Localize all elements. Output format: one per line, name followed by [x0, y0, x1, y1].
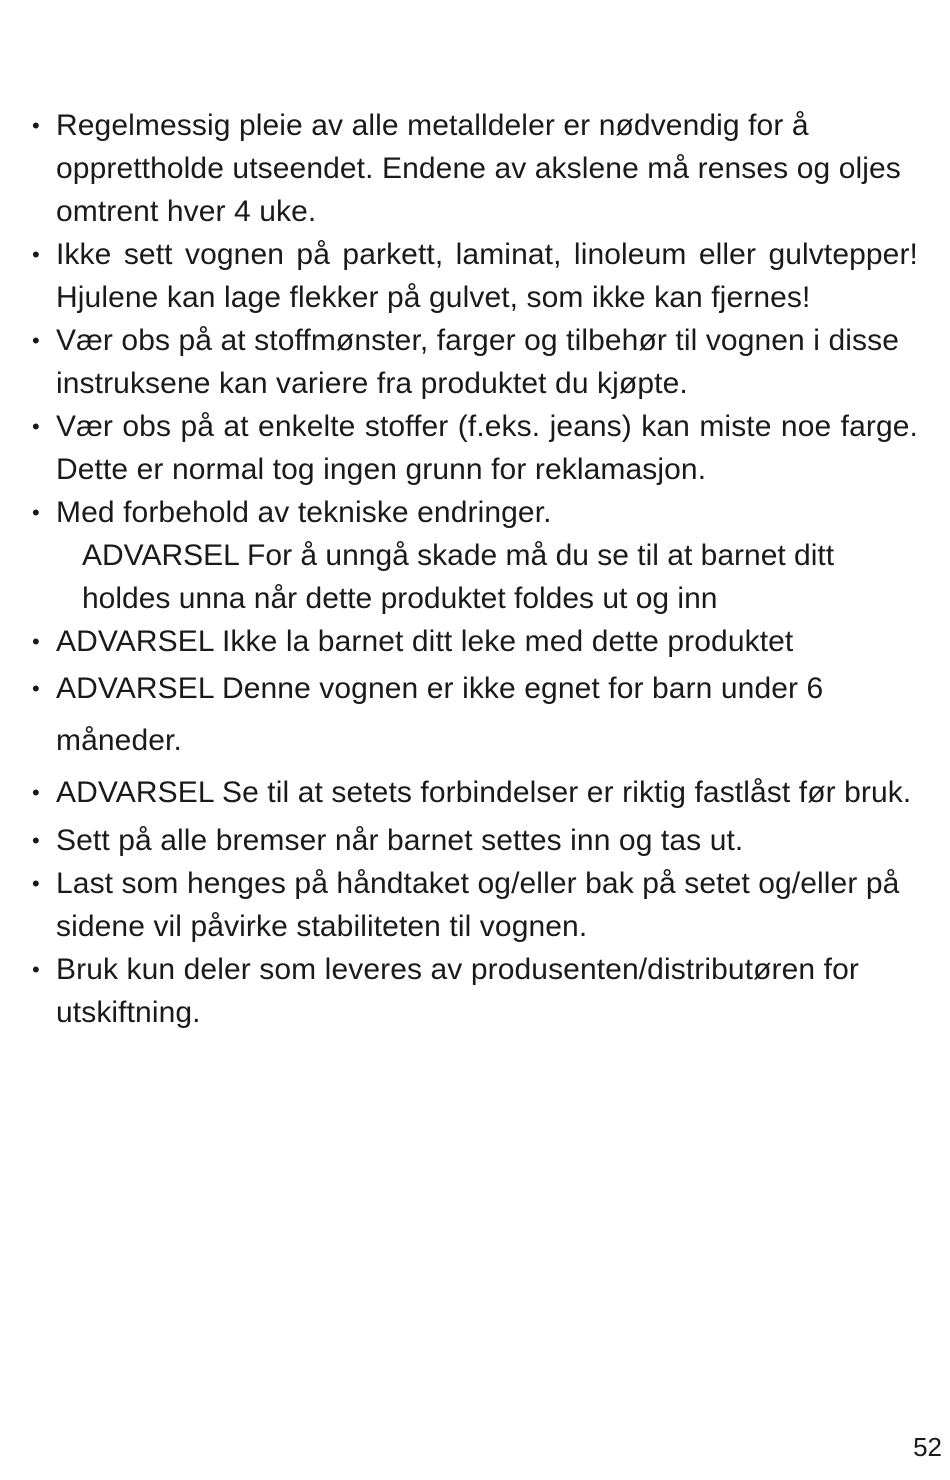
bullet-icon: • — [32, 871, 40, 896]
bullet-icon: • — [32, 113, 40, 138]
list-item — [32, 104, 918, 233]
warning-item — [32, 663, 918, 767]
list-item-text: Vær obs på at stoffmønster, farger og tilbehør til vognen i disse instruksene kan variere fra produktet du kjøpte. — [56, 324, 900, 400]
list-item — [32, 948, 918, 1034]
list-item-text: Last som henges på håndtaket og/eller bak på setet og/eller på sidene vil påvirke stabiliteten til vognen. — [56, 867, 900, 943]
list-item — [32, 491, 918, 534]
warning-note: ADVARSEL For å unngå skade må du se til at barnet ditt holdes unna når dette produktet foldes ut og inn — [82, 539, 835, 615]
list-item — [32, 862, 918, 948]
list-item-text: Sett på alle bremser når barnet settes inn og tas ut. — [56, 824, 744, 857]
list-item-text: Med forbehold av tekniske endringer. — [56, 496, 552, 529]
bullet-icon: • — [32, 328, 40, 353]
bullet-icon: • — [32, 676, 40, 701]
list-item — [32, 819, 918, 862]
list-item — [32, 405, 918, 491]
bullet-icon: • — [32, 828, 40, 853]
list-item-text: Regelmessig pleie av alle metalldeler er nødvendig for å opprettholde utseendet. Endene av akslene må renses og oljes omtrent hver 4 uke. — [56, 109, 901, 228]
warning-item — [32, 767, 918, 819]
warning-item — [32, 620, 918, 663]
bullet-icon: • — [32, 500, 40, 525]
list-item — [32, 319, 918, 405]
warning-item-text: ADVARSEL Denne vognen er ikke egnet for barn under 6 måneder. — [56, 672, 824, 757]
warning-item-text: ADVARSEL Ikke la barnet ditt leke med dette produktet — [56, 625, 794, 658]
warning-item-text: ADVARSEL Se til at setets forbindelser er riktig fastlåst før bruk. — [56, 776, 912, 809]
bullet-icon: • — [32, 957, 40, 982]
bullet-icon: • — [32, 242, 40, 267]
page-number: 52 — [913, 1432, 942, 1462]
list-item-text: Bruk kun deler som leveres av produsenten/distributøren for utskiftning. — [56, 953, 859, 1029]
bullet-icon: • — [32, 414, 40, 439]
list-item-text: Vær obs på at enkelte stoffer (f.eks. jeans) kan miste noe farge. Dette er normal tog ingen grunn for reklamasjon. — [56, 410, 918, 486]
bullet-icon: • — [32, 780, 40, 805]
bullet-icon: • — [32, 629, 40, 654]
instruction-list — [32, 104, 918, 1034]
list-item-text: Ikke sett vognen på parkett, laminat, linoleum eller gulvtepper! Hjulene kan lage flekker på gulvet, som ikke kan fjernes! — [56, 238, 918, 314]
list-item — [32, 233, 918, 319]
